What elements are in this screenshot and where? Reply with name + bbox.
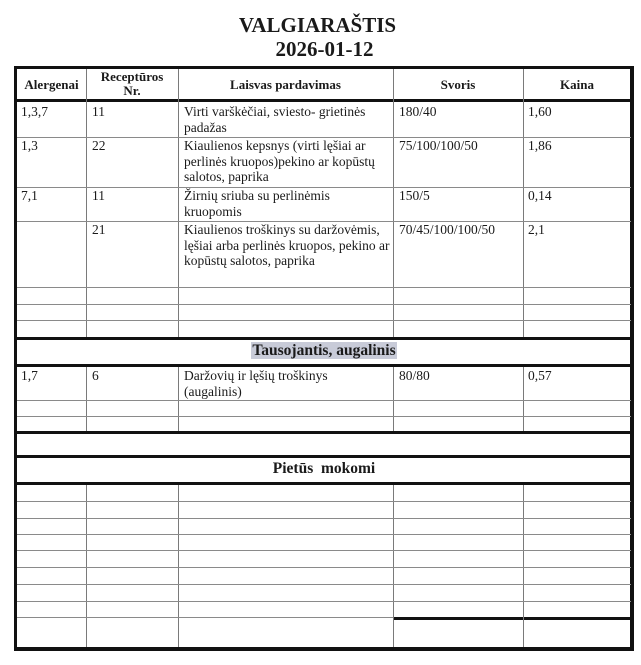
section-title-tausojantis [17, 342, 631, 360]
row-divider [17, 601, 631, 602]
section-title-pietus [17, 460, 631, 478]
cell-kaina: 2,1 [528, 222, 545, 237]
section-rule [17, 431, 631, 434]
column-divider [393, 367, 394, 431]
column-divider [178, 485, 179, 647]
cell-nr: 21 [92, 222, 106, 237]
cell-alergenai: 7,1 [21, 188, 38, 203]
column-divider [523, 367, 524, 431]
row-divider [17, 400, 631, 401]
section-rule [393, 617, 631, 620]
row-divider [17, 518, 631, 519]
column-divider [523, 69, 524, 337]
section-rule [17, 337, 631, 340]
column-divider [86, 485, 87, 647]
cell-svoris: 70/45/100/100/50 [399, 222, 496, 237]
row-divider [17, 416, 631, 417]
section-rule [17, 455, 631, 458]
column-divider [393, 485, 394, 647]
row-divider [17, 501, 631, 502]
cell-kaina: 0,57 [528, 368, 552, 383]
row-divider [17, 584, 631, 585]
column-divider [178, 367, 179, 431]
cell-nr: 11 [92, 104, 105, 119]
header-kaina: Kaina [560, 77, 594, 92]
row-divider [17, 287, 631, 288]
row-divider [17, 617, 393, 618]
column-divider [393, 69, 394, 337]
column-divider [86, 367, 87, 431]
document-title: VALGIARAŠTIS [238, 13, 397, 37]
cell-pavadinimas: Kiaulienos troškinys su daržovėmis, lęšiai arba perlinės kruopos, pekino ar kopūstų salotos, paprika [184, 222, 390, 268]
row-divider [17, 320, 631, 321]
cell-svoris: 75/100/100/50 [399, 138, 478, 153]
cell-svoris: 80/80 [399, 368, 430, 383]
cell-pavadinimas: Žirnių sriuba su perlinėmis kruopomis [184, 188, 330, 219]
cell-pavadinimas: Virti varškėčiai, sviesto- grietinės padažas [184, 104, 366, 135]
section-title-text: Pietūs mokomi [272, 460, 376, 477]
cell-pavadinimas: Daržovių ir lęšių troškinys (augalinis) [184, 368, 328, 399]
cell-kaina: 0,14 [528, 188, 552, 203]
cell-pavadinimas: Kiaulienos kepsnys (virti lęšiai ar perlinės kruopos)pekino ar kopūstų salotos, paprika [184, 138, 375, 184]
cell-svoris: 180/40 [399, 104, 437, 119]
section-title-text: Tausojantis, augalinis [252, 342, 396, 359]
cell-svoris: 150/5 [399, 188, 430, 203]
header-bottom-rule [17, 99, 631, 102]
section-rule [17, 364, 631, 367]
header-alergenai: Alergenai [24, 77, 79, 92]
column-divider [86, 69, 87, 337]
column-divider [523, 485, 524, 647]
section-rule [17, 482, 631, 485]
column-divider [178, 69, 179, 337]
row-divider [17, 567, 631, 568]
cell-alergenai: 1,3,7 [21, 104, 48, 119]
header-svoris: Svoris [440, 77, 476, 92]
header-receptura: Receptūros Nr. [100, 69, 164, 98]
row-divider [17, 550, 631, 551]
row-divider [17, 534, 631, 535]
document-date: 2026-01-12 [275, 37, 374, 61]
cell-alergenai: 1,7 [21, 368, 38, 383]
cell-kaina: 1,60 [528, 104, 552, 119]
cell-nr: 22 [92, 138, 106, 153]
cell-nr: 11 [92, 188, 105, 203]
cell-kaina: 1,86 [528, 138, 552, 153]
header-pavadinimas: Laisvas pardavimas [230, 77, 341, 92]
row-divider [17, 304, 631, 305]
cell-nr: 6 [92, 368, 99, 383]
cell-alergenai: 1,3 [21, 138, 38, 153]
